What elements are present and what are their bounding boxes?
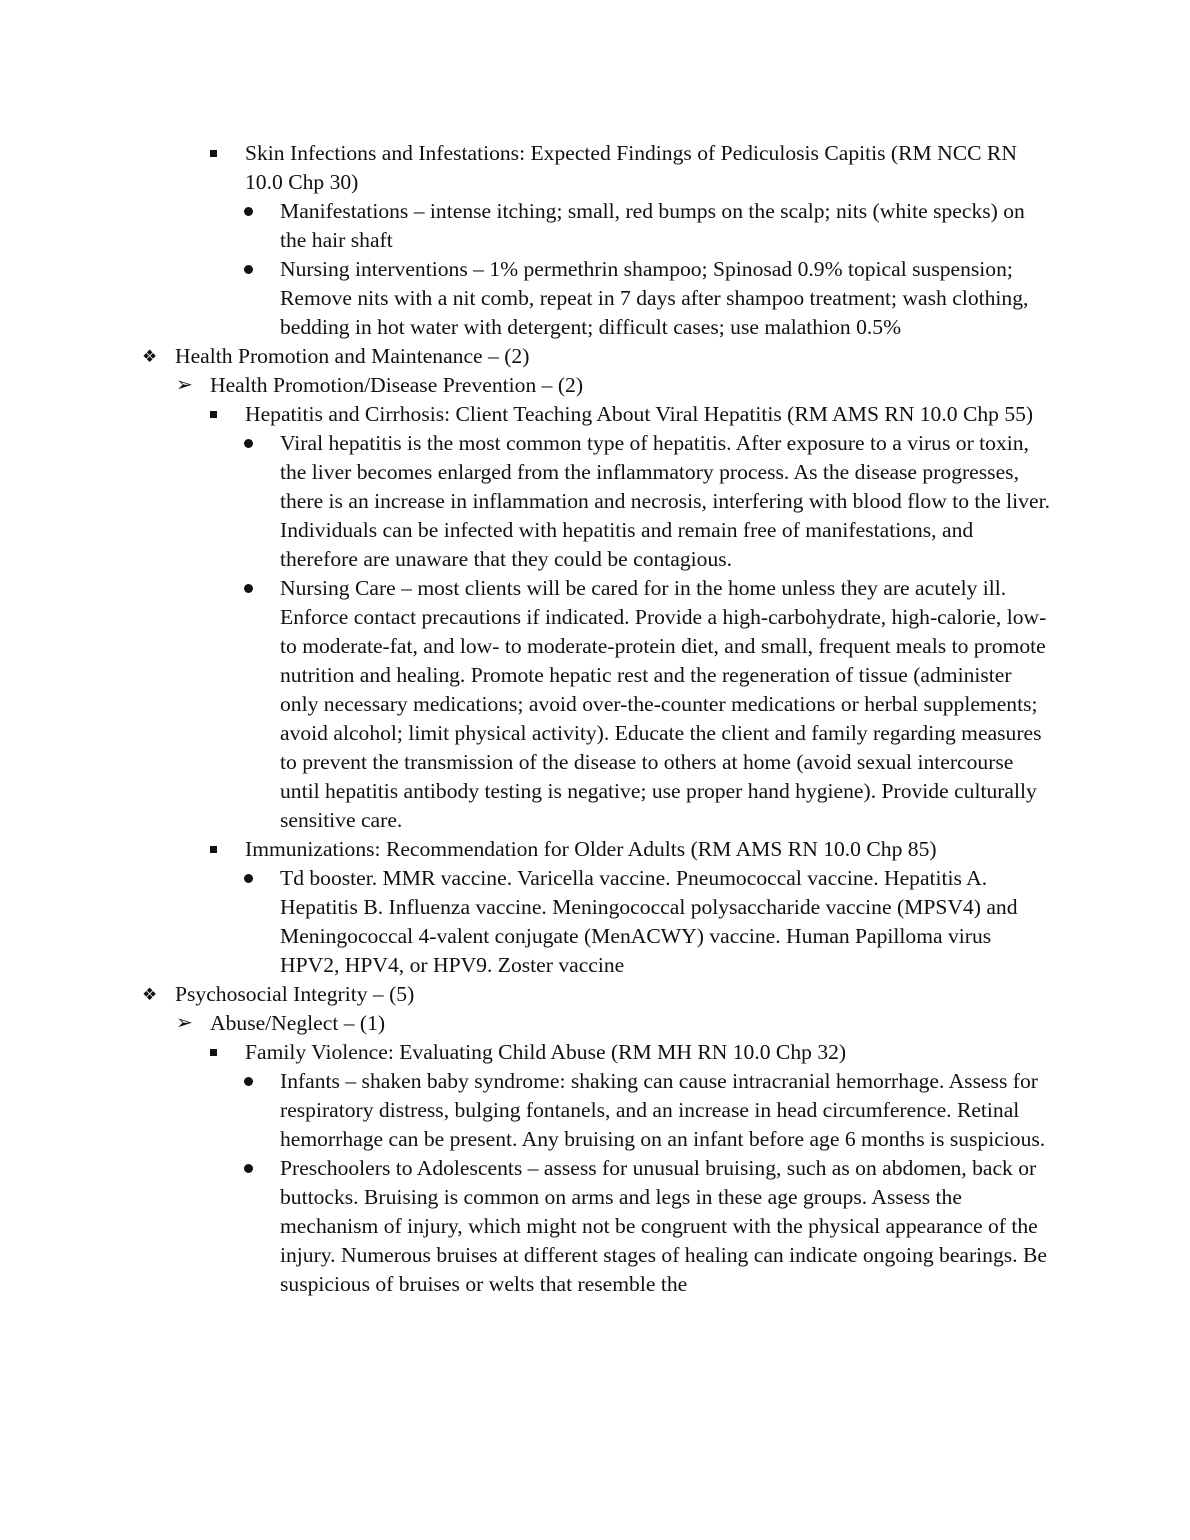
round-bullet-icon	[244, 207, 253, 216]
section-health-promotion	[0, 342, 1050, 371]
arrow-bullet-icon: ➢	[176, 374, 193, 396]
outline-list	[0, 139, 1190, 1299]
list-item-text: Family Violence: Evaluating Child Abuse (RM MH RN 10.0 Chp 32)	[245, 1040, 847, 1064]
round-bullet-icon	[244, 265, 253, 274]
round-bullet-icon	[244, 1077, 253, 1086]
square-bullet-icon	[210, 846, 217, 853]
list-item-manifestations	[0, 197, 1050, 255]
list-item-nursing-interventions	[0, 255, 1050, 342]
list-item-text: Immunizations: Recommendation for Older Adults (RM AMS RN 10.0 Chp 85)	[245, 837, 937, 861]
section-psychosocial-integrity	[0, 980, 1050, 1009]
list-item-text: Infants – shaken baby syndrome: shaking can cause intracranial hemorrhage. Assess for respiratory distress, bulging fontanels, and an increase in head circumference. Retinal hemorrhage can be present. Any bruising on an infant before age 6 months is suspicious.	[280, 1069, 1046, 1151]
list-item-text: Manifestations – intense itching; small, red bumps on the scalp; nits (white specks) on the hair shaft	[280, 199, 1025, 252]
round-bullet-icon	[244, 874, 253, 883]
subsection-disease-prevention	[0, 371, 1050, 400]
list-item-text: Nursing interventions – 1% permethrin shampoo; Spinosad 0.9% topical suspension; Remove nits with a nit comb, repeat in 7 days after shampoo treatment; wash clothing, bedding in hot water with detergent; difficult cases; use malathion 0.5%	[280, 257, 1029, 339]
list-item-text: Viral hepatitis is the most common type of hepatitis. After exposure to a virus or toxin, the liver becomes enlarged from the inflammatory process. As the disease progresses, there is an increase in inflammation and necrosis, interfering with blood flow to the liver. Individuals can be infected with hepatitis and remain free of manifestations, and therefore are unaware that they could be contagious.	[280, 431, 1050, 571]
square-bullet-icon	[210, 411, 217, 418]
list-item-family-violence	[0, 1038, 1050, 1067]
list-item-text: Skin Infections and Infestations: Expected Findings of Pediculosis Capitis (RM NCC RN 10.0 Chp 30)	[245, 141, 1017, 194]
list-item-infants	[0, 1067, 1050, 1154]
round-bullet-icon	[244, 1164, 253, 1173]
list-item-preschoolers	[0, 1154, 1050, 1299]
section-heading: Psychosocial Integrity – (5)	[175, 982, 415, 1006]
list-item-text: Preschoolers to Adolescents – assess for unusual bruising, such as on abdomen, back or buttocks. Bruising is common on arms and legs in these age groups. Assess the mechanism of injury, which might not be congruent with the physical appearance of the injury. Numerous bruises at different stages of healing can indicate ongoing bearings. Be suspicious of bruises or welts that resemble the	[280, 1156, 1047, 1296]
list-item-immunizations	[0, 835, 1050, 864]
round-bullet-icon	[244, 439, 253, 448]
round-bullet-icon	[244, 584, 253, 593]
section-heading: Health Promotion and Maintenance – (2)	[175, 344, 530, 368]
diamond-bullet-icon: ❖	[142, 985, 158, 1004]
diamond-bullet-icon: ❖	[142, 347, 158, 366]
subsection-heading: Health Promotion/Disease Prevention – (2)	[210, 373, 584, 397]
list-item-text: Hepatitis and Cirrhosis: Client Teaching About Viral Hepatitis (RM AMS RN 10.0 Chp 55)	[245, 402, 1034, 426]
list-item-hepatitis-cirrhosis	[0, 400, 1050, 429]
square-bullet-icon	[210, 1049, 217, 1056]
subsection-heading: Abuse/Neglect – (1)	[210, 1011, 386, 1035]
list-item-viral-hepatitis	[0, 429, 1050, 574]
arrow-bullet-icon: ➢	[176, 1012, 193, 1034]
square-bullet-icon	[210, 150, 217, 157]
list-item-nursing-care	[0, 574, 1050, 835]
subsection-abuse-neglect	[0, 1009, 1050, 1038]
list-item-text: Td booster. MMR vaccine. Varicella vaccine. Pneumococcal vaccine. Hepatitis A. Hepatitis B. Influenza vaccine. Meningococcal polysaccharide vaccine (MPSV4) and Meningococcal 4-valent conjugate (MenACWY) vaccine. Human Papilloma virus HPV2, HPV4, or HPV9. Zoster vaccine	[280, 866, 1018, 977]
list-item-skin-infections	[0, 139, 1050, 197]
list-item-text: Nursing Care – most clients will be cared for in the home unless they are acutely ill. Enforce contact precautions if indicated. Provide a high-carbohydrate, high-calorie, low- to moderate-fat, and low- to moderate-protein diet, and small, frequent meals to promote nutrition and healing. Promote hepatic rest and the regeneration of tissue (administer only necessary medications; avoid over-the-counter medications or herbal supplements; avoid alcohol; limit physical activity). Educate the client and family regarding measures to prevent the transmission of the disease to others at home (avoid sexual intercourse until hepatitis antibody testing is negative; use proper hand hygiene). Provide culturally sensitive care.	[280, 576, 1047, 832]
list-item-vaccines	[0, 864, 1050, 980]
